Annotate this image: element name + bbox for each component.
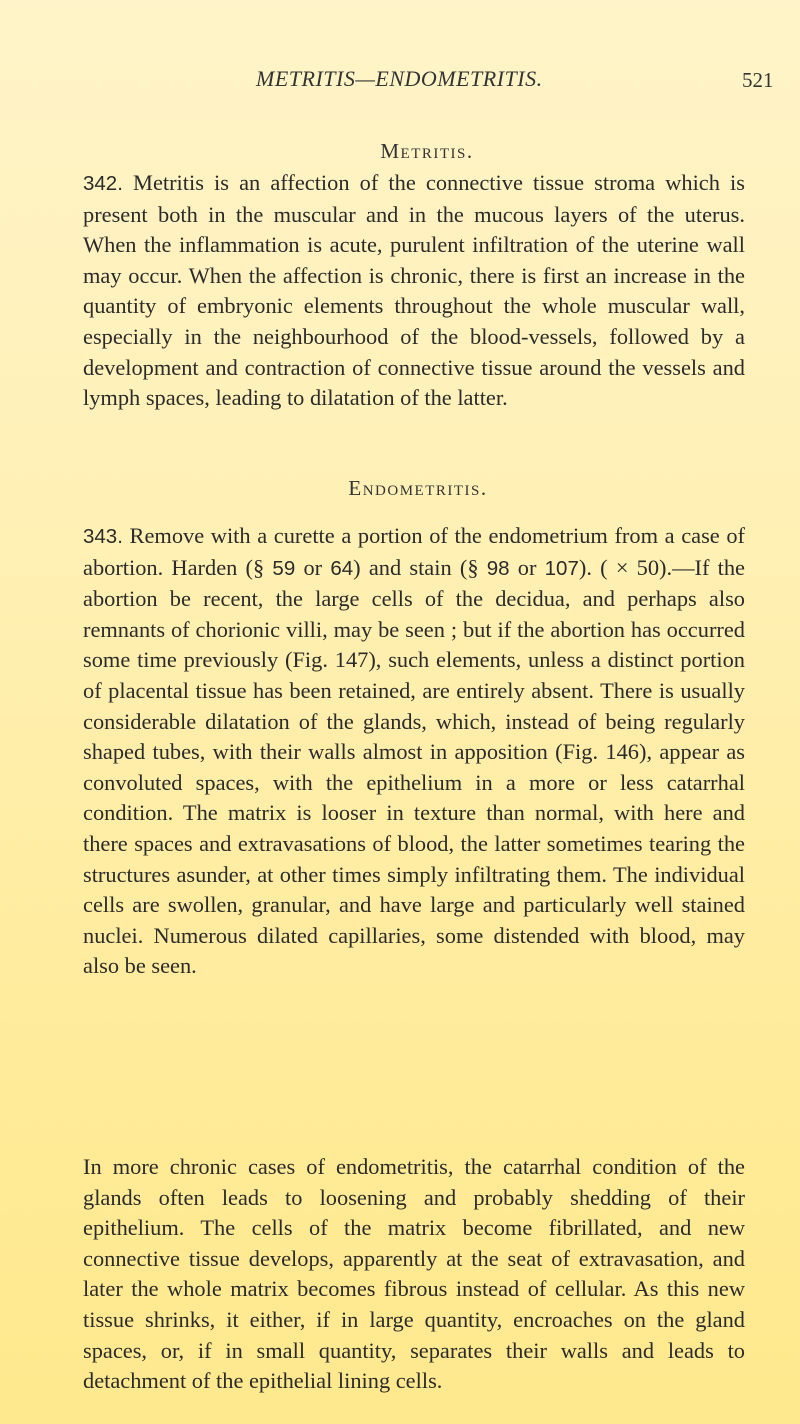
section-heading-endometritis: Endometritis. [348,476,488,500]
section-reference: 98 [486,556,510,580]
paragraph-text: Metritis is an affection of the connective tissue stroma which is present both in the muscular and in the mucous layers of the uterus. When the inflammation is acute, purulent infiltration of the uterine wall may occur. When the affection is chronic, there is first an increase in the quantity of embryonic elements throughout the whole muscular wall, especially in the neighbourhood of the blood-vessels, followed by a development and contraction of connective tissue around the vessels and lymph spaces, leading to dilatation of the latter. [83,170,745,411]
running-head: METRITIS—ENDOMETRITIS. [256,66,543,91]
section-reference: 64 [330,556,354,580]
paragraph-text: Remove with a curette a portion of the endometrium from a case of abortion. Harden (§ [83,523,746,580]
section-reference: 107 [544,556,579,580]
paragraph-chronic-endometritis: In more chronic cases of endometritis, the catarrhal condition of the glands often leads to loosening and probably shedding of their epithelium. The cells of the matrix become fibrillated, and new connective tissue develops, apparently at the seat of extravasation, and later the whole matrix becomes fibrous instead of cellular. As this new tissue shrinks, it either, if in large quantity, encroaches on the gland spaces, or, if in small quantity, separates their walls and leads to detachment of the epithelial lining cells. [83,1154,745,1394]
page-number: 521 [742,68,774,92]
section-heading-metritis: Metritis. [380,139,474,163]
paragraph-number: 342. [83,172,123,195]
paragraph-text: or [509,554,545,580]
paragraph-text: ). ( × 50).—If the abortion be recent, the large cells of the decidua, and perhaps also remnants of chorionic villi, may be seen ; but if the abortion has occurred some time previously (Fig. 147), such elements, unless a distinct portion of placental tissue has been retained, are entirely absent. There is usually considerable dilatation of the glands, which, instead of being regularly shaped tubes, with their walls almost in apposition (Fig. 146), appear as convoluted spaces, with the epithelium in a more or less catarrhal condition. The matrix is looser in texture than normal, with here and there spaces and extravasations of blood, the latter sometimes tearing the structures asunder, at other times simply infiltrating them. The individual cells are swollen, granular, and have large and particularly well stained nuclei. Numerous dilated capillaries, some distended with blood, may also be seen. [83,554,745,979]
paragraph-342 [83,168,745,414]
paragraph-343 [83,521,745,982]
paragraph-text: or [295,554,331,580]
section-reference: 59 [272,556,296,580]
paragraph-text: ) and stain (§ [353,554,487,580]
paragraph-number: 343. [83,525,123,548]
